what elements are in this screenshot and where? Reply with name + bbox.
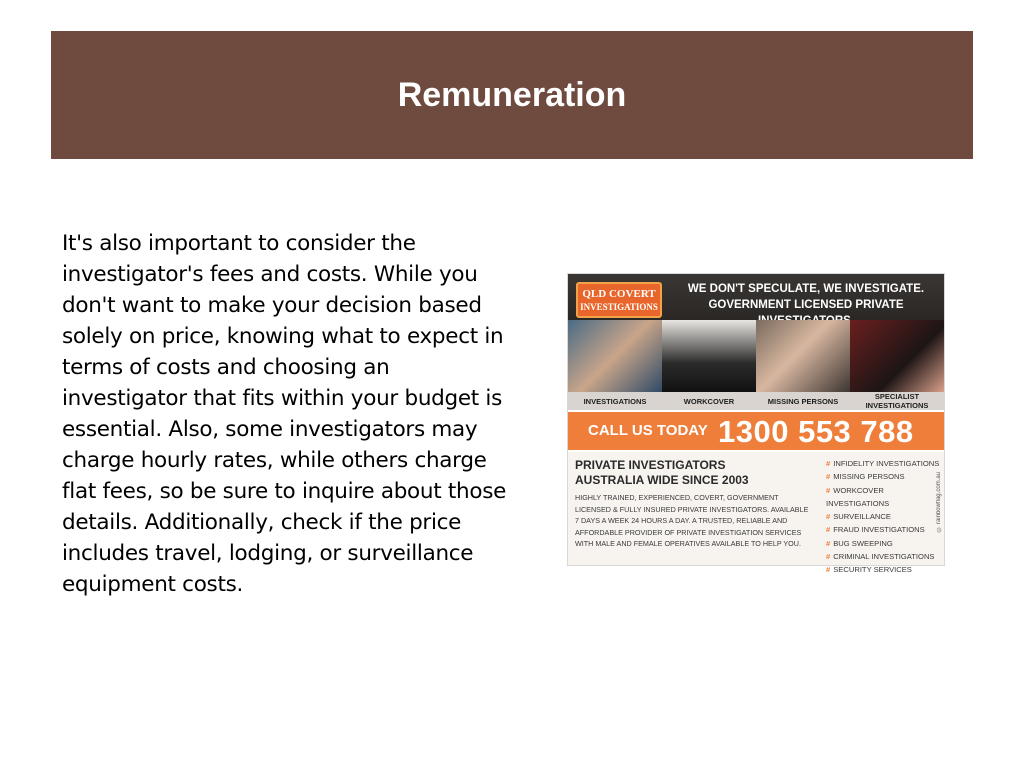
- advertisement-image: [567, 273, 945, 575]
- body-paragraph: It's also important to consider the investigator's fees and costs. While you don't want to make your decision based solely on price, knowing what to expect in terms of costs and choosing an investigator that fits within your budget is essential. Also, some investigators may charge hourly rates, while others charge flat fees, so be sure to inquire about those details. Additionally, check if the price includes travel, lodging, or surveillance equipment costs.: [62, 231, 507, 597]
- phone-number: 1300 553 788: [718, 414, 914, 449]
- service-item: # INFIDELITY INVESTIGATIONS: [826, 457, 944, 470]
- headline-line2: AUSTRALIA WIDE SINCE 2003: [575, 473, 749, 487]
- service-item: # FRAUD INVESTIGATIONS: [826, 523, 944, 536]
- service-item: # SURVEILLANCE: [826, 510, 944, 523]
- service-item: # CRIMINAL INVESTIGATIONS: [826, 550, 944, 563]
- ad-watermark: © rainbowflag.com.au: [936, 472, 942, 532]
- category-label: MISSING PERSONS: [767, 396, 839, 406]
- category-strip: [568, 392, 944, 410]
- ad-header: [568, 274, 944, 320]
- company-logo: [576, 282, 662, 318]
- category-label: SPECIALIST INVESTIGATIONS: [865, 392, 929, 410]
- photo-strip: [568, 320, 944, 392]
- service-item: # WORKCOVER INVESTIGATIONS: [826, 484, 944, 511]
- services-list: [826, 457, 944, 577]
- service-item: # SECURITY SERVICES: [826, 563, 944, 576]
- ad-description: HIGHLY TRAINED, EXPERIENCED, COVERT, GOVERNMENT LICENSED & FULLY INSURED PRIVATE INVESTIGATORS. AVAILABLE 7 DAYS A WEEK 24 HOURS A DAY. A TRUSTED, RELIABLE AND AFFORDABLE PROVIDER OF PRIVATE INVESTIGATION SERVICES WITH MALE AND FEMALE OPERATIVES AVAILABLE TO HELP YOU.: [575, 493, 809, 548]
- call-label: CALL US TODAY: [588, 422, 708, 439]
- ad-headline: [575, 458, 749, 488]
- photo-investigations: [568, 320, 662, 392]
- service-item: # BUG SWEEPING: [826, 537, 944, 550]
- category-label: INVESTIGATIONS: [583, 396, 647, 406]
- photo-specialist: [850, 320, 944, 392]
- ad-details: [568, 452, 944, 575]
- title-bar: [51, 31, 973, 159]
- logo-line2: INVESTIGATIONS: [580, 302, 658, 312]
- tagline-line2: GOVERNMENT LICENSED PRIVATE: [708, 299, 904, 311]
- photo-missing-persons: [756, 320, 850, 392]
- tagline-line1: WE DON'T SPECULATE, WE INVESTIGATE.: [687, 283, 925, 295]
- category-label: WORKCOVER: [683, 396, 735, 406]
- call-banner: [568, 412, 944, 450]
- service-item: # MISSING PERSONS: [826, 470, 944, 483]
- photo-workcover: [662, 320, 756, 392]
- slide-title: Remuneration: [397, 75, 627, 114]
- logo-line1: QLD COVERT: [582, 288, 656, 300]
- headline-line1: PRIVATE INVESTIGATORS: [575, 458, 726, 472]
